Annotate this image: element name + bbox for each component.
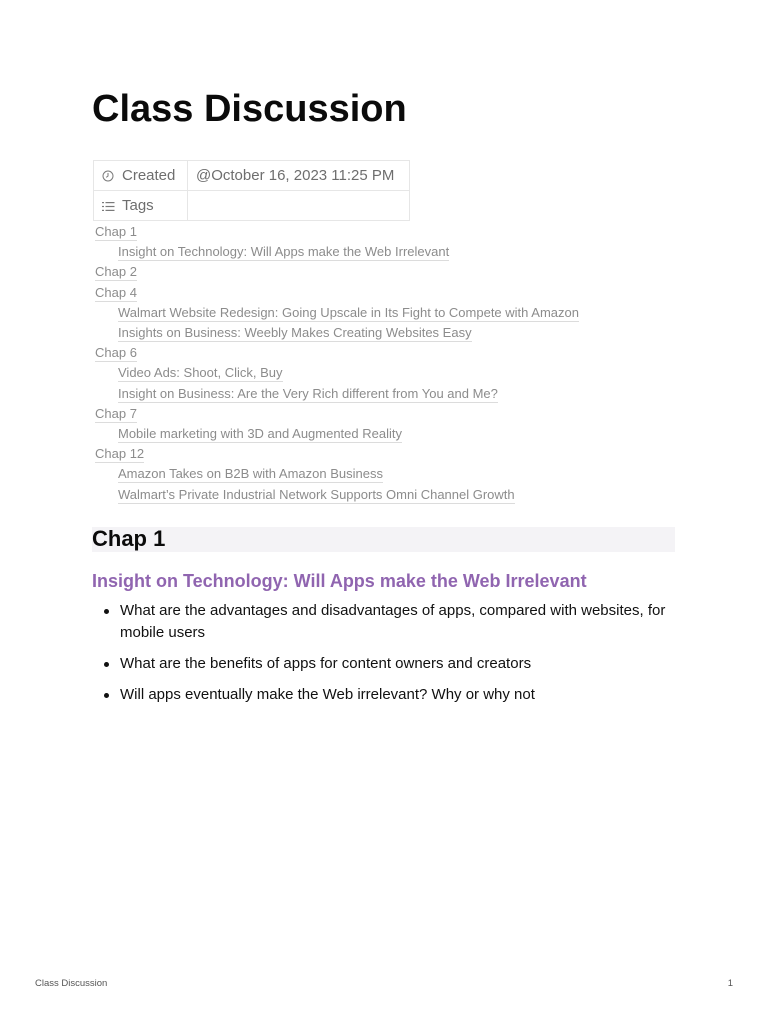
property-key [94,161,188,191]
toc-subitem [95,384,579,404]
toc-item [95,222,579,242]
subheading: Insight on Technology: Will Apps make the Web Irrelevant [92,571,587,591]
toc-link[interactable]: Insight on Business: Are the Very Rich different from You and Me? [118,385,498,401]
toc-item [95,262,579,282]
toc-link[interactable]: Insight on Technology: Will Apps make the Web Irrelevant [118,244,450,260]
toc-link[interactable]: Chap 6 [95,345,137,361]
toc-item [95,343,579,363]
toc-link[interactable]: Chap 2 [95,264,137,280]
toc-link[interactable]: Amazon Takes on B2B with Amazon Business [118,466,383,482]
toc-link[interactable]: Chap 7 [95,405,137,421]
property-label: Tags [122,197,154,214]
toc-link[interactable]: Walmart’s Private Industrial Network Supports Omni Channel Growth [118,486,515,502]
footer-title: Class Discussion [35,978,108,989]
toc-subitem [95,303,579,323]
toc-subitem [95,363,579,383]
bullet-list [92,600,672,715]
list-item: Will apps eventually make the Web irrelevant? Why or why not [92,684,672,706]
section-heading [92,527,675,552]
toc-link[interactable]: Chap 12 [95,446,145,462]
toc-link[interactable]: Mobile marketing with 3D and Augmented Reality [118,426,402,442]
toc-subitem [95,242,579,262]
toc-item [95,444,579,464]
list-icon [102,201,116,212]
toc-link[interactable]: Walmart Website Redesign: Going Upscale in Its Fight to Compete with Amazon [118,304,579,320]
toc-item [95,283,579,303]
toc-link[interactable]: Video Ads: Shoot, Click, Buy [118,365,283,381]
toc-link[interactable]: Chap 1 [95,224,137,239]
properties-table [93,160,410,221]
list-item: What are the advantages and disadvantages of apps, compared with websites, for mobile users [92,600,672,644]
toc-subitem [95,464,579,484]
toc-link[interactable]: Insights on Business: Weebly Makes Creating Websites Easy [118,325,472,341]
property-value: @October 16, 2023 11:25 PM [188,161,410,191]
toc-subitem [95,485,579,505]
toc-subitem [95,424,579,444]
toc-link[interactable]: Chap 4 [95,284,137,300]
clock-icon [102,170,116,182]
page-title: Class Discussion [92,88,407,130]
table-of-contents [95,222,579,505]
property-value [188,191,410,221]
property-label: Created [122,167,176,184]
property-row-created [94,161,410,191]
property-key [94,191,188,221]
list-item: What are the benefits of apps for content owners and creators [92,653,672,675]
page-number: 1 [727,978,733,989]
toc-subitem [95,323,579,343]
property-row-tags [94,191,410,221]
section-heading-text: Chap 1 [92,526,166,551]
toc-item [95,404,579,424]
